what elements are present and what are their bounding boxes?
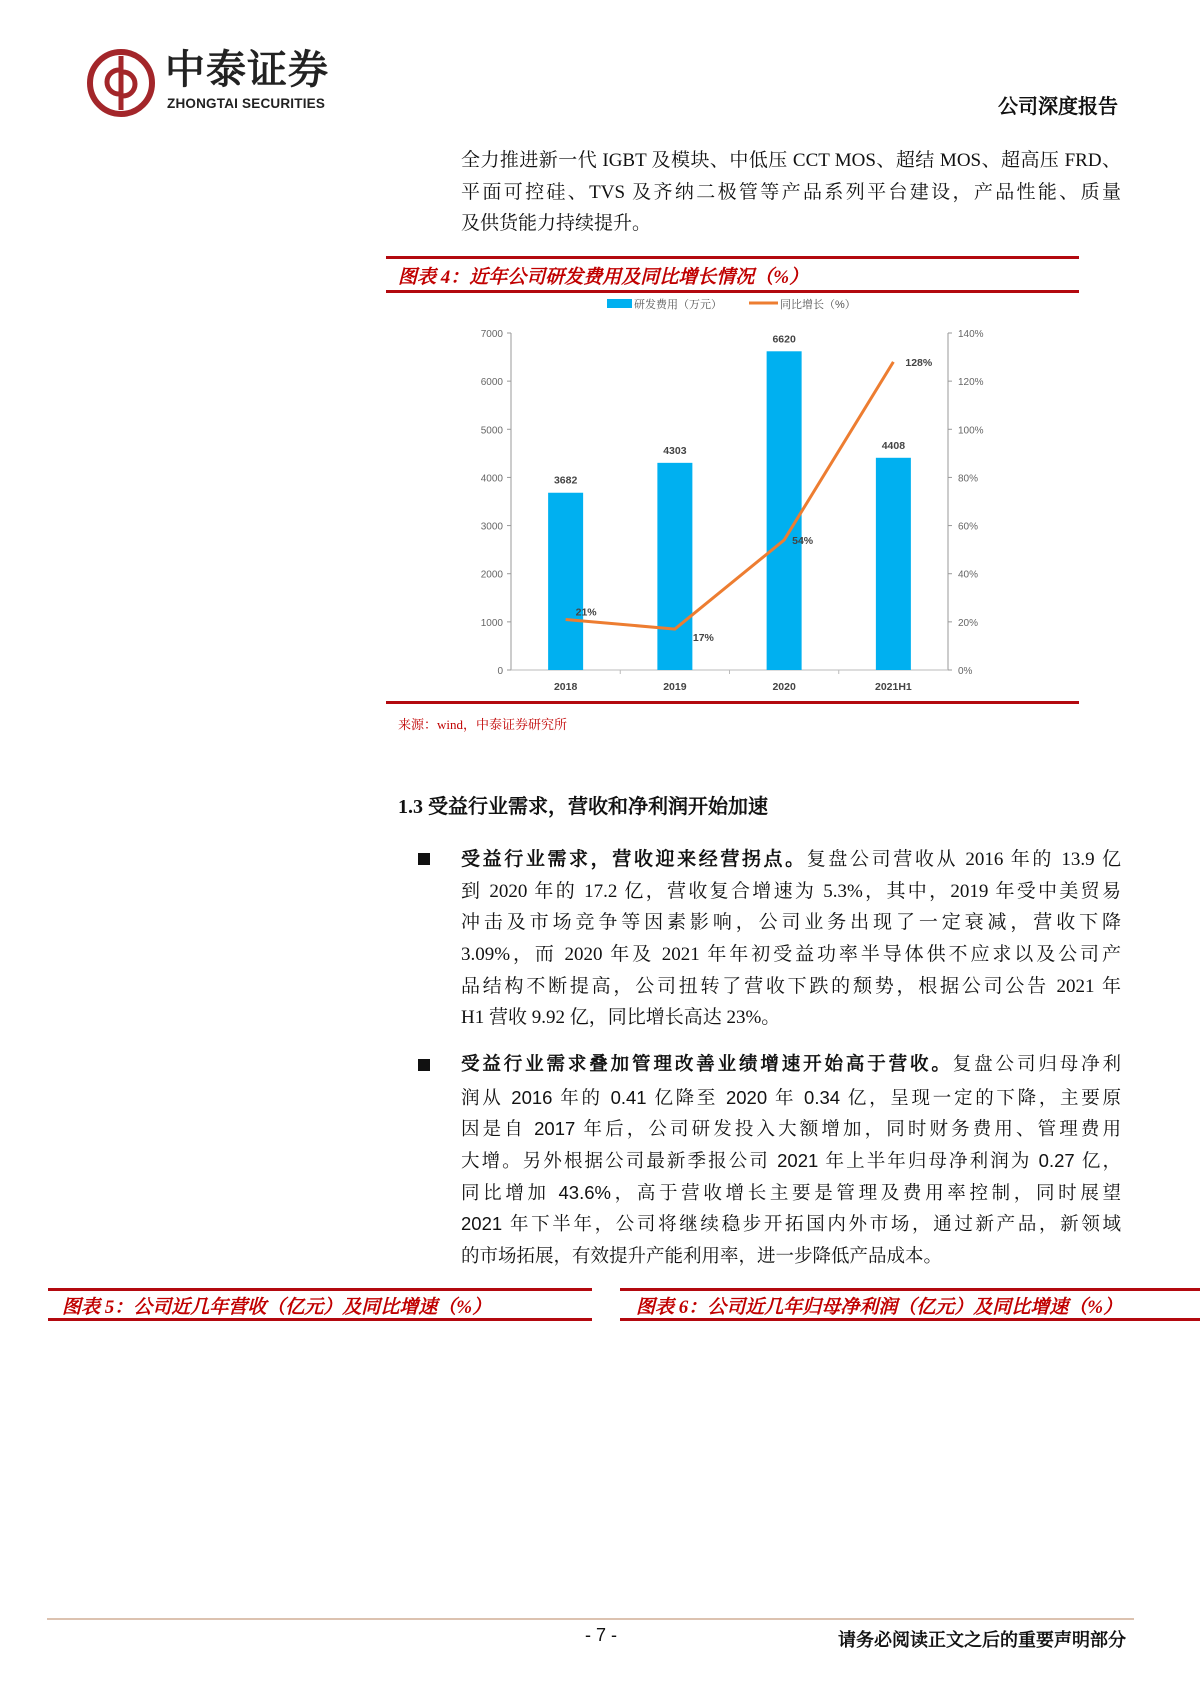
left-tick-label: 7000 xyxy=(480,329,503,340)
text-line: 全力推进新一代 IGBT 及模块、中低压 CCT MOS、超结 MOS、超高压 FRD、 xyxy=(461,150,1121,171)
text-line: 到 2020 年的 17.2 亿，营收复合增速为 5.3%，其中，2019 年受中美贸易 xyxy=(461,880,1121,902)
legend-line-label: 同比增长（%） xyxy=(780,299,856,311)
text-line: 同比增加 43.6%，高于营收增长主要是管理及费用率控制，同时展望 xyxy=(461,1181,1121,1203)
text-line: 平面可控硅、TVS 及齐纳二极管等产品系列平台建设，产品性能、质量 xyxy=(461,181,1121,203)
figure6-title-rule xyxy=(620,1318,1200,1321)
growth-line xyxy=(566,362,894,629)
figure4-bottom-rule xyxy=(386,701,1079,704)
bullet-square-icon xyxy=(418,853,430,865)
left-tick-label: 4000 xyxy=(480,473,503,485)
right-tick-label: 80% xyxy=(958,473,979,485)
category-label: 2018 xyxy=(553,681,578,693)
right-tick-label: 40% xyxy=(958,569,979,581)
text-line: 的市场拓展，有效提升产能利用率，进一步降低产品成本。 xyxy=(461,1245,943,1267)
bar-2019 xyxy=(657,463,692,670)
bar-label: 6620 xyxy=(772,333,796,346)
category-label: 2019 xyxy=(663,681,687,693)
footer-rule xyxy=(47,1618,1134,1620)
right-tick-label: 140% xyxy=(958,329,984,340)
left-tick-label: 6000 xyxy=(480,377,503,389)
text-line: 大增。另外根据公司最新季报公司 2021 年上半年归母净利润为 0.27 亿， xyxy=(461,1150,1121,1172)
logo-text-cn: 中泰证券 xyxy=(165,48,329,92)
line-label: 17% xyxy=(692,632,714,645)
legend-bar-swatch xyxy=(607,299,632,308)
line-label: 21% xyxy=(575,606,597,619)
bullet-square-icon xyxy=(418,1059,430,1071)
text-line: 冲击及市场竞争等因素影响，公司业务出现了一定衰减，营收下降 xyxy=(461,912,1121,934)
left-tick-label: 3000 xyxy=(480,521,503,533)
right-tick-label: 120% xyxy=(958,377,984,389)
bullet-lead: 受益行业需求，营收迎来经营拐点。 xyxy=(461,849,807,870)
logo-text-en: ZHONGTAI SECURITIES xyxy=(167,96,326,111)
figure6-title: 图表 6：公司近几年归母净利润（亿元）及同比增速（%） xyxy=(636,1297,1123,1318)
text-line: 润从 2016 年的 0.41 亿降至 2020 年 0.34 亿，呈现一定的下降，主要原 xyxy=(461,1086,1121,1108)
text-line: 复盘公司营收从 2016 年的 13.9 亿 xyxy=(806,849,1121,870)
line-label: 128% xyxy=(905,356,933,369)
footer-disclaimer: 请务必阅读正文之后的重要声明部分 xyxy=(838,1630,1126,1650)
bar-label: 4408 xyxy=(881,439,906,452)
right-tick-label: 20% xyxy=(958,617,979,629)
right-tick-label: 100% xyxy=(958,425,984,437)
left-tick-label: 5000 xyxy=(480,425,503,437)
bar-2020 xyxy=(767,351,802,670)
line-label: 54% xyxy=(792,535,814,548)
text-line: 品结构不断提高，公司扭转了营收下跌的颓势，根据公司公告 2021 年 xyxy=(461,975,1121,997)
text-line: H1 营收 9.92 亿，同比增长高达 23%。 xyxy=(461,1007,781,1029)
report-type: 公司深度报告 xyxy=(998,96,1118,118)
category-label: 2021H1 xyxy=(874,681,912,693)
figure5-title: 图表 5：公司近几年营收（亿元）及同比增速（%） xyxy=(62,1297,492,1318)
bullet-lead: 受益行业需求叠加管理改善业绩增速开始高于营收。 xyxy=(461,1055,953,1075)
right-tick-label: 60% xyxy=(958,521,979,533)
section-heading: 1.3 受益行业需求，营收和净利润开始加速 xyxy=(398,796,768,818)
left-tick-label: 1000 xyxy=(480,617,503,629)
text-line: 2021 年下半年，公司将继续稳步开拓国内外市场，通过新产品，新领域 xyxy=(461,1213,1121,1235)
text-line: 3.09%，而 2020 年及 2021 年年初受益功率半导体供不应求以及公司产 xyxy=(461,944,1121,966)
bar-label: 4303 xyxy=(663,444,687,457)
figure5-top-rule xyxy=(48,1288,592,1291)
figure5-title-rule xyxy=(48,1318,592,1321)
left-tick-label: 2000 xyxy=(480,569,503,581)
bar-2021H1 xyxy=(876,458,911,670)
figure4-source: 来源：wind，中泰证券研究所 xyxy=(398,717,568,732)
bar-label: 3682 xyxy=(553,474,578,487)
left-tick-label: 0 xyxy=(497,666,503,677)
rd-expense-chart xyxy=(0,0,1200,720)
text-line: 及供货能力持续提升。 xyxy=(461,213,652,235)
figure6-top-rule xyxy=(620,1288,1200,1291)
bullet-paragraph-2 xyxy=(461,1050,1121,1272)
text-line: 因是自 2017 年后，公司研发投入大额增加，同时财务费用、管理费用 xyxy=(461,1118,1121,1140)
bar-2018 xyxy=(548,493,583,670)
category-label: 2020 xyxy=(772,681,796,693)
right-tick-label: 0% xyxy=(958,666,973,677)
figure4-title: 图表 4：近年公司研发费用及同比增长情况（%） xyxy=(398,267,809,288)
text-line: 复盘公司归母净利 xyxy=(952,1055,1121,1075)
legend-bar-label: 研发费用（万元） xyxy=(634,299,722,311)
bullet-paragraph-1 xyxy=(461,844,1121,1034)
page-number: - 7 - xyxy=(585,1625,618,1645)
